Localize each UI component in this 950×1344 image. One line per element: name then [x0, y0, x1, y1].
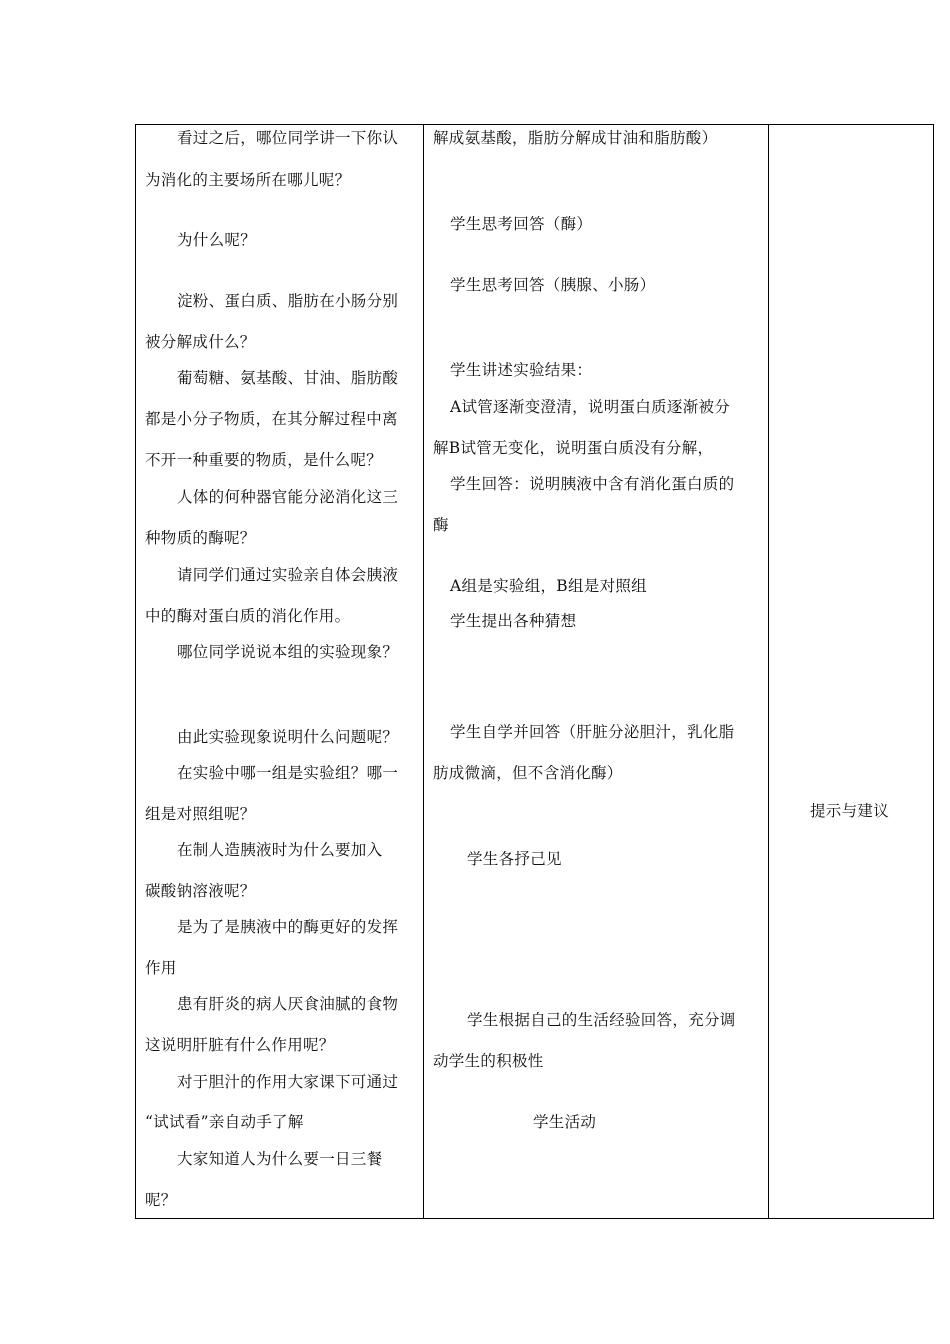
text-line: 学生思考回答（酶）: [450, 215, 593, 233]
text-line: 淀粉、蛋白质、脂肪在小肠分别: [177, 292, 399, 310]
text-line: 解B试管无变化，说明蛋白质没有分解，: [433, 439, 714, 457]
text-line: 学生活动: [533, 1113, 597, 1131]
text-line: 种物质的酶呢？: [145, 529, 256, 547]
text-line: 由此实验现象说明什么问题呢？: [177, 728, 399, 746]
text-line: 呢？: [145, 1191, 177, 1209]
text-line: 学生提出各种猜想: [450, 612, 577, 630]
text-line: 对于胆汁的作用大家课下可通过: [177, 1073, 399, 1091]
text-line: 学生各抒己见: [467, 850, 562, 868]
text-line: 患有肝炎的病人厌食油腻的食物: [177, 995, 399, 1013]
text-line: 不开一种重要的物质，是什么呢？: [145, 451, 383, 469]
text-line: 这说明肝脏有什么作用呢？: [145, 1036, 335, 1054]
text-line: 作用: [145, 959, 177, 977]
text-line: 哪位同学说说本组的实验现象？: [177, 643, 399, 661]
text-line: 是为了是胰液中的酶更好的发挥: [177, 918, 399, 936]
text-line: 学生自学并回答（肝脏分泌胆汁，乳化脂: [450, 723, 735, 741]
text-line: 都是小分子物质，在其分解过程中离: [145, 410, 398, 428]
text-line: 请同学们通过实验亲自体会胰液: [177, 566, 399, 584]
column-divider: [423, 125, 424, 1218]
text-line: 解成氨基酸，脂肪分解成甘油和脂肪酸）: [433, 129, 718, 147]
text-line: 为消化的主要场所在哪儿呢？: [145, 171, 351, 189]
text-line: 被分解成什么？: [145, 333, 256, 351]
text-line: A试管逐渐变澄清，说明蛋白质逐渐被分: [450, 398, 731, 416]
text-line: 大家知道人为什么要一日三餐: [177, 1150, 383, 1168]
text-line: 看过之后，哪位同学讲一下你认: [177, 129, 399, 147]
text-line: 学生思考回答（胰腺、小肠）: [450, 276, 656, 294]
text-line: 中的酶对蛋白质的消化作用。: [145, 607, 351, 625]
text-line: 学生根据自己的生活经验回答，充分调: [467, 1011, 736, 1029]
text-line: 学生讲述实验结果：: [450, 361, 593, 379]
column-divider: [768, 125, 769, 1218]
text-line: 为什么呢？: [177, 231, 257, 249]
text-line: A组是实验组，B组是对照组: [450, 577, 647, 595]
notes-label: 提示与建议: [810, 802, 890, 820]
text-line: “试试看”亲自动手了解: [145, 1113, 304, 1131]
text-line: 人体的何种器官能分泌消化这三: [177, 488, 399, 506]
text-line: 组是对照组呢？: [145, 805, 256, 823]
text-line: 在制人造胰液时为什么要加入: [177, 841, 383, 859]
text-line: 学生回答：说明胰液中含有消化蛋白质的: [450, 475, 735, 493]
text-line: 葡萄糖、氨基酸、甘油、脂肪酸: [177, 369, 399, 387]
text-line: 碳酸钠溶液呢？: [145, 882, 256, 900]
text-line: 肪成微滴，但不含消化酶）: [433, 764, 623, 782]
text-line: 在实验中哪一组是实验组？哪一: [177, 764, 399, 782]
text-line: 动学生的积极性: [433, 1052, 544, 1070]
text-line: 酶: [433, 516, 449, 534]
